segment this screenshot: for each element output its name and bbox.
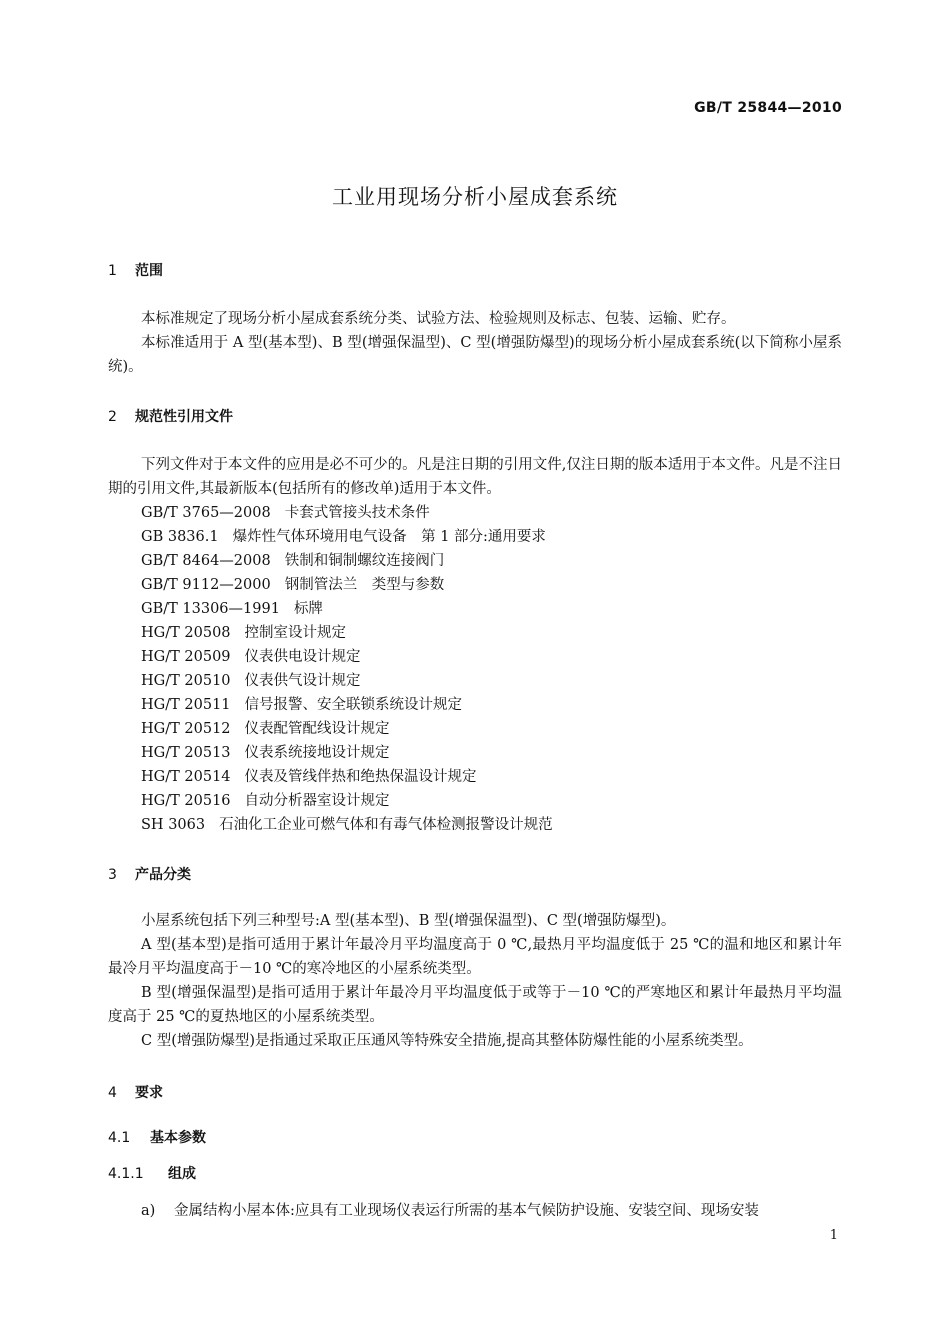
section-number: 4 xyxy=(108,1085,117,1101)
reference-item xyxy=(141,741,390,762)
reference-item xyxy=(141,669,361,690)
section-2-heading xyxy=(108,406,233,426)
reference-title: 控制室设计规定 xyxy=(244,625,347,641)
reference-item xyxy=(141,621,346,642)
reference-title: 信号报警、安全联锁系统设计规定 xyxy=(244,697,463,713)
reference-code: GB/T 3765—2008 xyxy=(141,505,271,521)
section-title: 要求 xyxy=(135,1085,163,1101)
reference-title: 自动分析器室设计规定 xyxy=(244,793,390,809)
section-2-intro: 下列文件对于本文件的应用是必不可少的。凡是注日期的引用文件,仅注日期的版本适用于本文件。凡是不注日期的引用文件,其最新版本(包括所有的修改单)适用于本文件。 xyxy=(108,457,842,497)
reference-code: HG/T 20511 xyxy=(141,697,231,713)
section-3-heading xyxy=(108,864,191,884)
reference-code: HG/T 20516 xyxy=(141,793,231,809)
reference-title: 仪表配管配线设计规定 xyxy=(244,721,390,737)
reference-item xyxy=(141,813,553,834)
section-title: 组成 xyxy=(168,1166,196,1182)
list-item-label: a) xyxy=(141,1203,156,1219)
list-item-text: 金属结构小屋本体:应具有工业现场仪表运行所需的基本气候防护设施、安装空间、现场安装 xyxy=(174,1203,759,1219)
section-title: 规范性引用文件 xyxy=(135,409,233,425)
reference-code: HG/T 20509 xyxy=(141,649,231,665)
reference-code: GB/T 8464—2008 xyxy=(141,553,271,569)
section-number: 4.1 xyxy=(108,1130,131,1146)
list-item-a xyxy=(141,1199,842,1220)
reference-code: HG/T 20512 xyxy=(141,721,231,737)
section-number: 1 xyxy=(108,263,117,279)
section-title: 基本参数 xyxy=(150,1130,206,1146)
reference-item xyxy=(141,789,390,810)
reference-title: 钢制管法兰 类型与参数 xyxy=(284,577,445,593)
reference-title: 爆炸性气体环境用电气设备 第 1 部分:通用要求 xyxy=(232,529,546,545)
reference-title: 仪表供电设计规定 xyxy=(244,649,361,665)
section-number: 4.1.1 xyxy=(108,1166,144,1182)
section-4-heading xyxy=(108,1082,163,1102)
reference-code: HG/T 20514 xyxy=(141,769,231,785)
reference-title: 卡套式管接头技术条件 xyxy=(284,505,430,521)
section-1-paragraph-1: 本标准规定了现场分析小屋成套系统分类、试验方法、检验规则及标志、包装、运输、贮存。 xyxy=(141,311,736,327)
reference-item xyxy=(141,645,361,666)
section-3-paragraph-2: A 型(基本型)是指可适用于累计年最冷月平均温度高于 0 ℃,最热月平均温度低于 25 ℃的温和地区和累计年最冷月平均温度高于－10 ℃的寒冷地区的小屋系统类型。 xyxy=(108,937,842,977)
standard-number: GB/T 25844—2010 xyxy=(694,100,842,116)
reference-code: GB/T 9112—2000 xyxy=(141,577,271,593)
reference-code: HG/T 20513 xyxy=(141,745,231,761)
reference-title: 仪表供气设计规定 xyxy=(244,673,361,689)
section-1-paragraph-2: 本标准适用于 A 型(基本型)、B 型(增强保温型)、C 型(增强防爆型)的现场分析小屋成套系统(以下简称小屋系统)。 xyxy=(108,335,842,375)
reference-item xyxy=(141,693,462,714)
reference-title: 仪表系统接地设计规定 xyxy=(244,745,390,761)
section-4-1-heading xyxy=(108,1127,206,1147)
reference-code: GB/T 13306—1991 xyxy=(141,601,280,617)
section-3-paragraph-4: C 型(增强防爆型)是指通过采取正压通风等特殊安全措施,提高其整体防爆性能的小屋系统类型。 xyxy=(141,1033,753,1049)
reference-code: SH 3063 xyxy=(141,817,206,833)
section-number: 3 xyxy=(108,867,117,883)
section-title: 范围 xyxy=(135,263,163,279)
reference-item xyxy=(141,525,546,546)
reference-item xyxy=(141,597,323,618)
page-number: 1 xyxy=(829,1228,838,1243)
section-3-paragraph-3: B 型(增强保温型)是指可适用于累计年最冷月平均温度低于或等于－10 ℃的严寒地区和累计年最热月平均温度高于 25 ℃的夏热地区的小屋系统类型。 xyxy=(108,985,842,1025)
reference-item xyxy=(141,717,390,738)
reference-item xyxy=(141,549,444,570)
section-3-paragraph-1: 小屋系统包括下列三种型号:A 型(基本型)、B 型(增强保温型)、C 型(增强防爆型)。 xyxy=(141,913,676,929)
reference-item xyxy=(141,573,444,594)
section-title: 产品分类 xyxy=(135,867,191,883)
reference-title: 标牌 xyxy=(293,601,323,617)
reference-code: HG/T 20510 xyxy=(141,673,231,689)
page-title: 工业用现场分析小屋成套系统 xyxy=(332,185,618,209)
reference-title: 铁制和铜制螺纹连接阀门 xyxy=(284,553,445,569)
reference-item xyxy=(141,765,477,786)
reference-code: HG/T 20508 xyxy=(141,625,231,641)
section-4-1-1-heading xyxy=(108,1163,196,1183)
reference-code: GB 3836.1 xyxy=(141,529,219,545)
section-number: 2 xyxy=(108,409,117,425)
section-1-heading xyxy=(108,260,163,280)
reference-title: 仪表及管线伴热和绝热保温设计规定 xyxy=(244,769,477,785)
reference-item xyxy=(141,501,430,522)
reference-title: 石油化工企业可燃气体和有毒气体检测报警设计规范 xyxy=(219,817,553,833)
